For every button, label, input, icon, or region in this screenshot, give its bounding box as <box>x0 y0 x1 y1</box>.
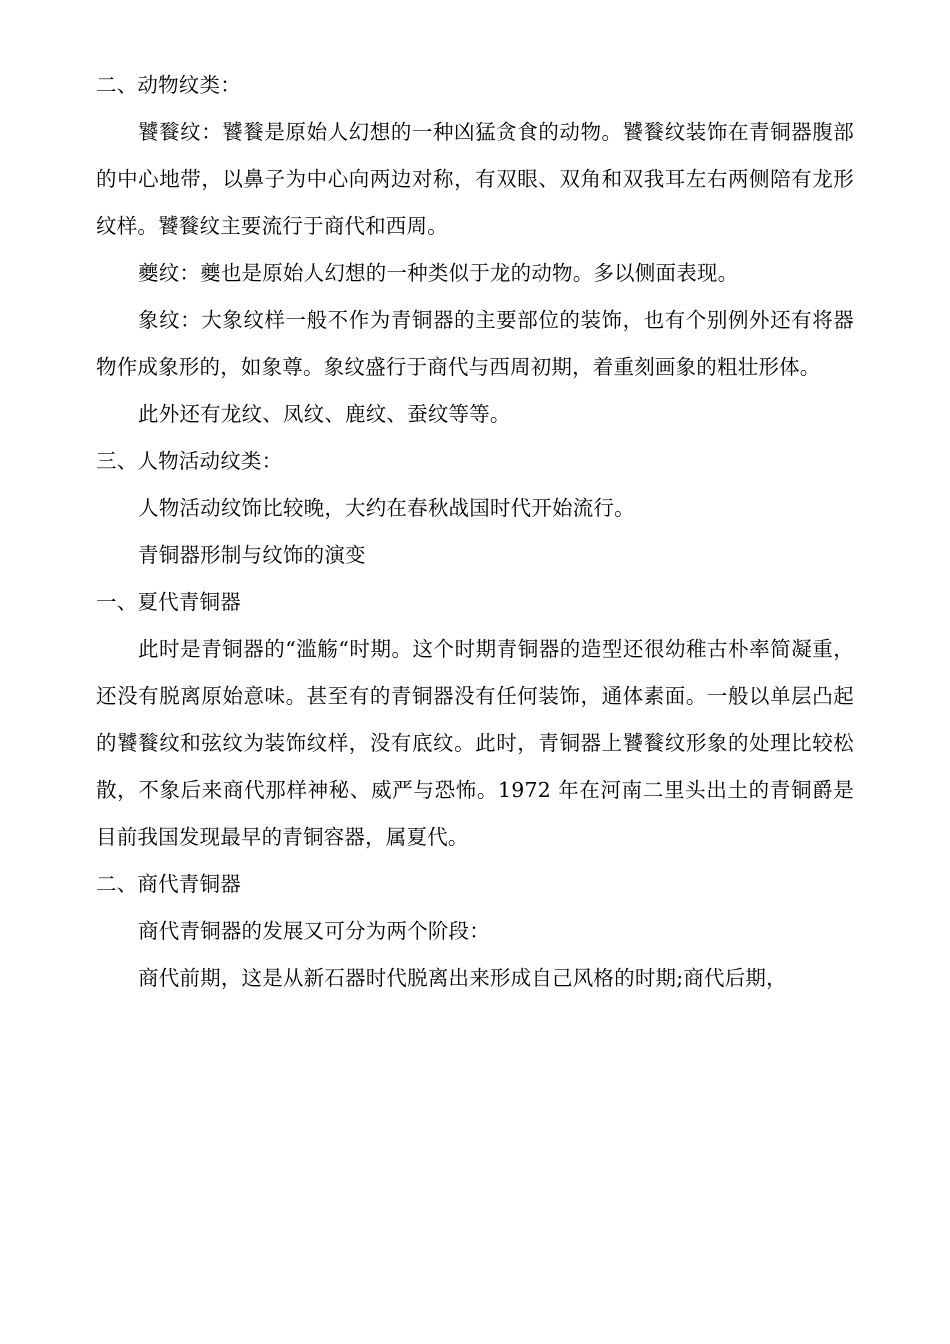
paragraph-xia-bronze: 此时是青铜器的“滥觞“时期。这个时期青铜器的造型还很幼稚古朴率简凝重，还没有脱离原始意味。甚至有的青铜器没有任何装饰，通体素面。一般以单层凸起的饕餮纹和弦纹为装饰纹样，没有底纹。此时，青铜器上饕餮纹形象的处理比较松散，不象后来商代那样神秘、威严与恐怖。1972 年在河南二里头出土的青铜爵是目前我国发现最早的青铜容器，属夏代。 <box>96 637 854 849</box>
section-heading-animal-patterns: 二、动物纹类： <box>96 73 241 97</box>
document-body <box>96 62 854 1002</box>
paragraph-elephant-pattern: 象纹：大象纹样一般不作为青铜器的主要部位的装饰，也有个别例外还有将器物作成象形的，如象尊。象纹盛行于商代与西周初期，着重刻画象的粗壮形体。 <box>96 308 854 379</box>
section-heading-xia-bronze: 一、夏代青铜器 <box>96 590 241 614</box>
paragraph-kui-pattern: 夔纹：夔也是原始人幻想的一种类似于龙的动物。多以侧面表现。 <box>138 261 739 285</box>
paragraph-other-patterns: 此外还有龙纹、凤纹、鹿纹、蚕纹等等。 <box>138 402 511 426</box>
paragraph-evolution-title: 青铜器形制与纹饰的演变 <box>138 543 366 567</box>
section-heading-figure-patterns: 三、人物活动纹类： <box>96 449 283 473</box>
paragraph-figure-patterns: 人物活动纹饰比较晚，大约在春秋战国时代开始流行。 <box>138 496 635 520</box>
paragraph-taotie-pattern: 饕餮纹：饕餮是原始人幻想的一种凶猛贪食的动物。饕餮纹装饰在青铜器腹部的中心地带，以鼻子为中心向两边对称，有双眼、双角和双我耳左右两侧陪有龙形纹样。饕餮纹主要流行于商代和西周。 <box>96 120 854 238</box>
paragraph-shang-stages: 商代青铜器的发展又可分为两个阶段： <box>138 919 490 943</box>
paragraph-shang-early-late: 商代前期，这是从新石器时代脱离出来形成自己风格的时期;商代后期， <box>138 966 787 990</box>
section-heading-shang-bronze: 二、商代青铜器 <box>96 872 241 896</box>
